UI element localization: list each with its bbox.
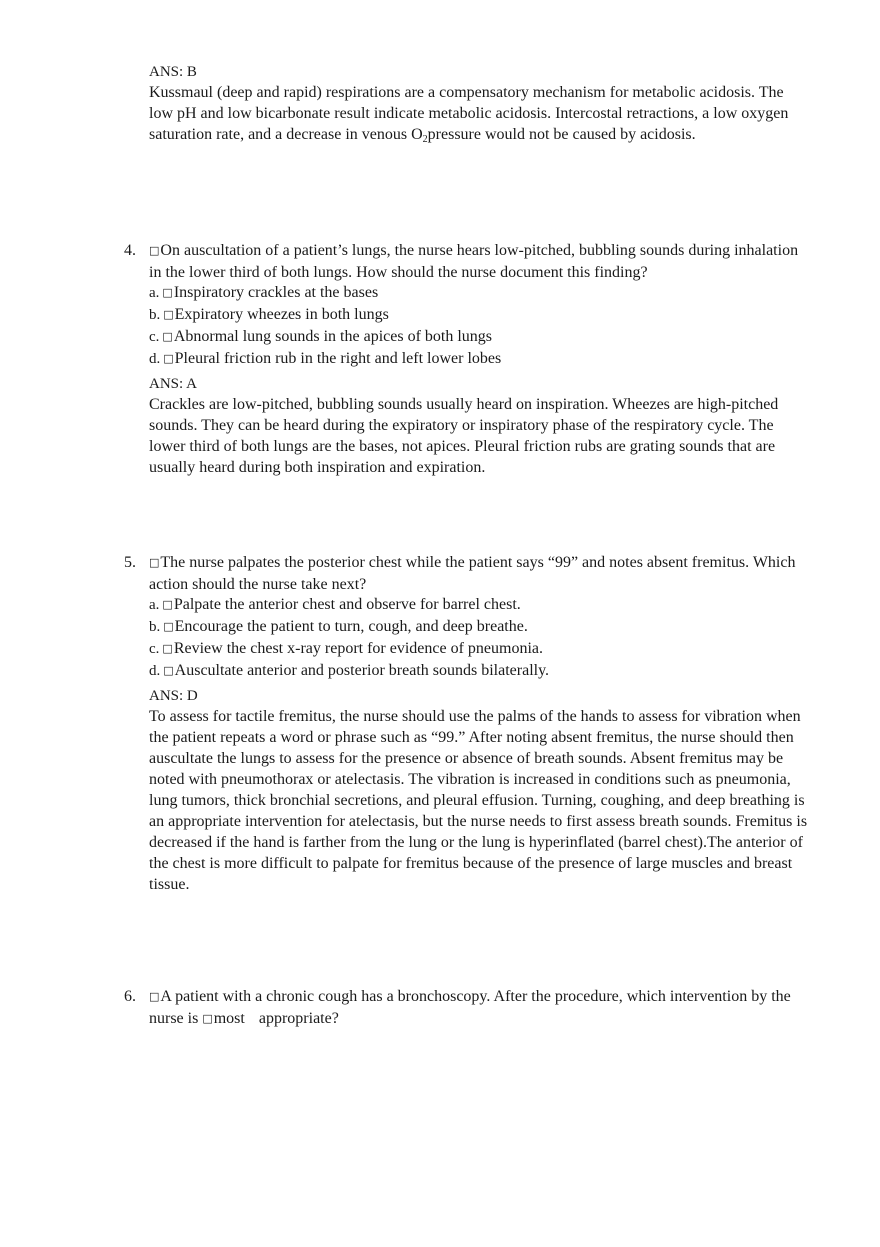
q6-number: 6.: [124, 988, 136, 1005]
q3-answer-block: [149, 62, 809, 147]
option-letter: c.: [149, 641, 160, 657]
q5-answer-block: [149, 686, 809, 895]
option-text: Encourage the patient to turn, cough, and deep breathe.: [174, 618, 528, 635]
q4-option-d: [149, 348, 809, 370]
checkbox-glyph-icon: □: [149, 244, 160, 257]
checkbox-glyph-icon: □: [202, 1012, 213, 1025]
q4-option-c: [149, 326, 809, 348]
q5-option-b: [149, 616, 809, 638]
option-text: Auscultate anterior and posterior breath sounds bilaterally.: [174, 662, 550, 679]
checkbox-glyph-icon: □: [162, 330, 173, 343]
option-letter: a.: [149, 597, 160, 613]
option-text: Abnormal lung sounds in the apices of both lungs: [173, 328, 493, 345]
checkbox-glyph-icon: □: [149, 990, 160, 1003]
option-letter: a.: [149, 285, 160, 301]
q3-answer-key: ANS: B: [149, 64, 197, 80]
q4-option-a: [149, 282, 809, 304]
checkbox-glyph-icon: □: [163, 308, 174, 321]
option-text: Expiratory wheezes in both lungs: [174, 306, 389, 323]
q4-options: [149, 282, 809, 370]
checkbox-glyph-icon: □: [162, 598, 173, 611]
checkbox-glyph-icon: □: [162, 642, 173, 655]
checkbox-glyph-icon: □: [162, 286, 173, 299]
q5-number: 5.: [124, 554, 136, 571]
q3-rationale-text-2: pressure would not be caused by acidosis.: [427, 126, 696, 143]
q5-stem-text: The nurse palpates the posterior chest while the patient says “99” and notes absent fremitus. Which action should the nurse take next?: [149, 554, 796, 593]
option-letter: b.: [149, 619, 161, 635]
q5-option-c: [149, 638, 809, 660]
checkbox-glyph-icon: □: [163, 620, 174, 633]
q6-stem-text: A patient with a chronic cough has a bronchoscopy. After the procedure, which intervention by the nurse is: [149, 988, 791, 1027]
q5-option-d: [149, 660, 809, 682]
q4-answer-block: [149, 374, 809, 478]
option-text: Palpate the anterior chest and observe for barrel chest.: [173, 596, 521, 613]
option-letter: d.: [149, 663, 161, 679]
option-text: Review the chest x-ray report for evidence of pneumonia.: [173, 640, 544, 657]
q4-stem: [124, 240, 814, 283]
q5-stem: [124, 552, 814, 595]
checkbox-glyph-icon: □: [163, 664, 174, 677]
q5-answer-key: ANS: D: [149, 688, 198, 704]
option-letter: d.: [149, 351, 161, 367]
q5-options: [149, 594, 809, 682]
q3-rationale-subscript: 2: [422, 134, 428, 145]
q4-answer-key: ANS: A: [149, 376, 197, 392]
q3-rationale-text-1: Kussmaul (deep and rapid) respirations are a compensatory mechanism for metabolic acidosis. The low pH and low bicarbonate result indicate metabolic acidosis. Intercostal retractions, a low oxygen saturation rate, and a decrease in venous O: [149, 84, 789, 143]
q3-rationale: [149, 82, 809, 147]
q5-rationale: To assess for tactile fremitus, the nurse should use the palms of the hands to assess for vibration when the patient repeats a word or phrase such as “99.” After noting absent fremitus, the nurse should then auscultate the lungs to assess for the presence or absence of breath sounds. Absent fremitus may be noted with pneumothorax or atelectasis. The vibration is increased in conditions such as pneumonia, lung tumors, thick bronchial secretions, and pleural effusion. Turning, coughing, and deep breathing is an appropriate intervention for atelectasis, but the nurse needs to first assess breath sounds. Fremitus is decreased if the hand is farther from the lung or the lung is hyperinflated (barrel chest).The anterior of the chest is more difficult to palpate for fremitus because of the presence of large muscles and breast tissue.: [149, 708, 808, 893]
option-letter: c.: [149, 329, 160, 345]
option-letter: b.: [149, 307, 161, 323]
q6-stem: [124, 986, 814, 1030]
option-text: Pleural friction rub in the right and left lower lobes: [174, 350, 502, 367]
q4-number: 4.: [124, 242, 136, 259]
q6-emphasis: most: [213, 1010, 245, 1027]
q4-option-b: [149, 304, 809, 326]
q4-stem-text: On auscultation of a patient’s lungs, the nurse hears low-pitched, bubbling sounds during inhalation in the lower third of both lungs. How should the nurse document this finding?: [149, 242, 799, 281]
q6-stem-end: appropriate?: [258, 1010, 339, 1027]
option-text: Inspiratory crackles at the bases: [173, 284, 379, 301]
q5-option-a: [149, 594, 809, 616]
q4-rationale: Crackles are low-pitched, bubbling sounds usually heard on inspiration. Wheezes are high-pitched sounds. They can be heard during the expiratory or inspiratory phase of the respiratory cycle. The lower third of both lungs are the bases, not apices. Pleural friction rubs are grating sounds that are usually heard during both inspiration and expiration.: [149, 396, 779, 476]
checkbox-glyph-icon: □: [149, 556, 160, 569]
checkbox-glyph-icon: □: [163, 352, 174, 365]
